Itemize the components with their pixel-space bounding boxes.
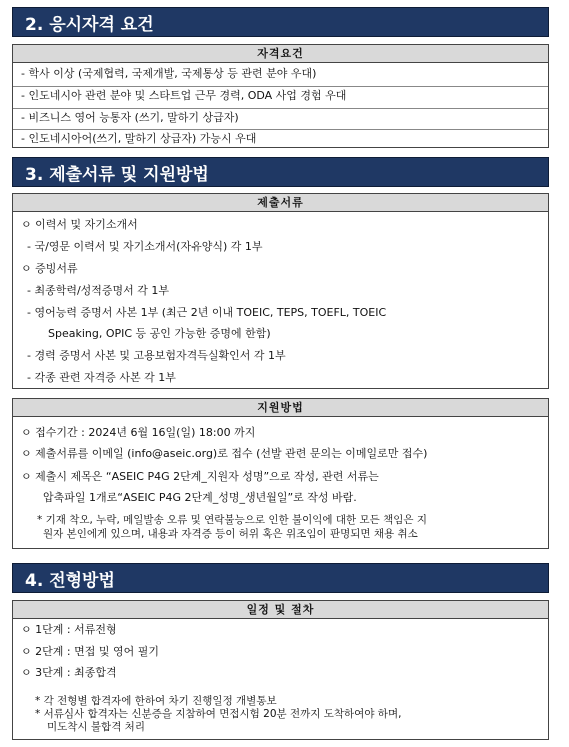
section-3-header xyxy=(12,157,549,187)
section-2-title: 2. 응시자격 요건 xyxy=(25,14,154,35)
documents-item: Speaking, OPIC 등 공인 가능한 증명에 한함) xyxy=(48,327,271,340)
procedure-step: ㅇ 2단계 : 면접 및 영어 필기 xyxy=(21,645,159,658)
procedure-box-title: 일정 및 절차 xyxy=(13,601,548,619)
documents-box xyxy=(12,193,549,389)
documents-item: - 영어능력 증명서 사본 1부 (최근 2년 이내 TOEIC, TEPS, TOEFL, TOEIC xyxy=(27,306,387,319)
section-4-title: 4. 전형방법 xyxy=(25,570,115,591)
procedure-step: ㅇ 3단계 : 최종합격 xyxy=(21,666,117,679)
application-note: * 기재 착오, 누락, 메일발송 오류 및 연락불능으로 인한 불이익에 대한 모든 책임은 지 xyxy=(37,514,428,526)
procedure-note: 미도착시 불합격 처리 xyxy=(47,721,145,733)
divider xyxy=(13,86,548,87)
application-item: ㅇ 제출서류를 이메일 (info@aseic.org)로 접수 (선발 관련 문의는 이메일로만 접수) xyxy=(21,447,428,460)
procedure-note: * 서류심사 합격자는 신분증을 지참하여 면접시험 20분 전까지 도착하여야 하며, xyxy=(35,708,402,720)
qualification-box xyxy=(12,44,549,148)
procedure-step: ㅇ 1단계 : 서류전형 xyxy=(21,623,117,636)
procedure-box xyxy=(12,600,549,740)
application-item: ㅇ 접수기간 : 2024년 6월 16일(일) 18:00 까지 xyxy=(21,426,256,439)
qualification-item: - 비즈니스 영어 능통자 (쓰기, 말하기 상급자) xyxy=(21,111,239,124)
divider xyxy=(13,129,548,130)
documents-item: - 각종 관련 자격증 사본 각 1부 xyxy=(27,371,176,384)
section-2-header xyxy=(12,7,549,37)
qualification-item: - 인도네시아어(쓰기, 말하기 상급자) 가능시 우대 xyxy=(21,132,257,145)
documents-item: - 경력 증명서 사본 및 고용보험자격득실확인서 각 1부 xyxy=(27,349,286,362)
qualification-item: - 학사 이상 (국제협력, 국제개발, 국제통상 등 관련 분야 우대) xyxy=(21,67,317,80)
application-item: 압축파일 1개로“ASEIC P4G 2단계_성명_생년월일”로 작성 바람. xyxy=(43,491,357,504)
section-3-title: 3. 제출서류 및 지원방법 xyxy=(25,164,209,185)
qualification-item: - 인도네시아 관련 분야 및 스타트업 근무 경력, ODA 사업 경험 우대 xyxy=(21,89,347,102)
application-box-title: 지원방법 xyxy=(13,399,548,417)
documents-item: - 국/영문 이력서 및 자기소개서(자유양식) 각 1부 xyxy=(27,240,263,253)
procedure-note: * 각 전형별 합격자에 한하여 차기 진행일정 개별통보 xyxy=(35,695,277,707)
documents-item: ㅇ 이력서 및 자기소개서 xyxy=(21,218,138,231)
application-note: 원자 본인에게 있으며, 내용과 자격증 등이 허위 혹은 위조임이 판명되면 채용 취소 xyxy=(43,528,418,540)
qualification-box-title: 자격요건 xyxy=(13,45,548,63)
documents-item: ㅇ 증빙서류 xyxy=(21,262,78,275)
documents-box-title: 제출서류 xyxy=(13,194,548,212)
documents-item: - 최종학력/성적증명서 각 1부 xyxy=(27,284,170,297)
application-box xyxy=(12,398,549,549)
divider xyxy=(13,108,548,109)
application-item: ㅇ 제출시 제목은 “ASEIC P4G 2단계_지원자 성명”으로 작성, 관련 서류는 xyxy=(21,470,379,483)
section-4-header xyxy=(12,563,549,593)
